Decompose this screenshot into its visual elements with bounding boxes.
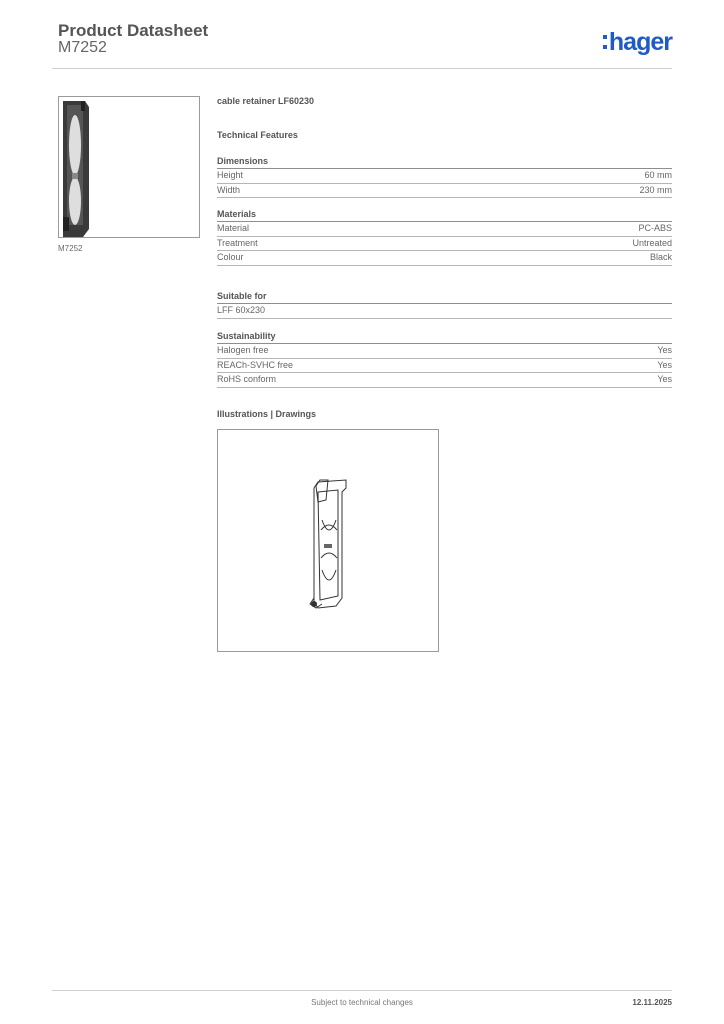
spec-value: 60 mm xyxy=(644,170,672,180)
product-photo-icon xyxy=(59,97,199,237)
technical-features-heading: Technical Features xyxy=(217,130,298,140)
spec-row xyxy=(217,344,672,359)
document-title: Product Datasheet xyxy=(58,21,209,40)
product-name: cable retainer LF60230 xyxy=(217,96,315,106)
suitable-for-section xyxy=(217,290,672,319)
section-heading: Materials xyxy=(217,208,672,222)
technical-drawing xyxy=(217,429,439,652)
spec-label: Halogen free xyxy=(217,345,269,355)
spec-value: Yes xyxy=(657,374,672,384)
spec-value: Yes xyxy=(657,359,672,370)
spec-value: Yes xyxy=(657,345,672,355)
spec-row xyxy=(217,222,672,237)
dimensions-section xyxy=(217,155,672,198)
logo-wordmark: hager xyxy=(608,27,672,56)
footer-date: 12.11.2025 xyxy=(632,998,672,1007)
header-divider xyxy=(52,68,672,69)
spec-value: 230 mm xyxy=(639,184,672,195)
spec-row xyxy=(217,251,672,266)
footer-note: Subject to technical changes xyxy=(311,998,413,1007)
product-code: M7252 xyxy=(58,39,107,56)
spec-label: LFF 60x230 xyxy=(217,305,266,315)
spec-value: Black xyxy=(649,252,672,262)
spec-label: Height xyxy=(217,170,244,180)
section-heading: Sustainability xyxy=(217,330,672,344)
spec-value: Untreated xyxy=(632,237,672,248)
product-thumbnail xyxy=(58,96,200,238)
spec-row xyxy=(217,184,672,199)
spec-row xyxy=(217,304,672,319)
thumbnail-caption: M7252 xyxy=(58,244,83,253)
sustainability-section xyxy=(217,330,672,388)
line-drawing-icon xyxy=(218,430,438,651)
spec-label: Treatment xyxy=(217,237,258,248)
section-heading: Suitable for xyxy=(217,290,672,304)
spec-row xyxy=(217,359,672,374)
spec-row xyxy=(217,237,672,252)
spec-value: PC-ABS xyxy=(638,223,672,233)
hager-logo xyxy=(603,26,672,58)
spec-row xyxy=(217,169,672,184)
section-heading: Dimensions xyxy=(217,155,672,169)
spec-label: REACh-SVHC free xyxy=(217,359,294,370)
spec-label: RoHS conform xyxy=(217,374,277,384)
spec-label: Colour xyxy=(217,252,244,262)
footer-divider xyxy=(52,990,672,991)
spec-row xyxy=(217,373,672,388)
illustrations-heading: Illustrations | Drawings xyxy=(217,409,317,419)
materials-section xyxy=(217,208,672,266)
spec-label: Material xyxy=(217,223,250,233)
spec-label: Width xyxy=(217,184,241,195)
logo-dots-icon xyxy=(603,35,607,49)
